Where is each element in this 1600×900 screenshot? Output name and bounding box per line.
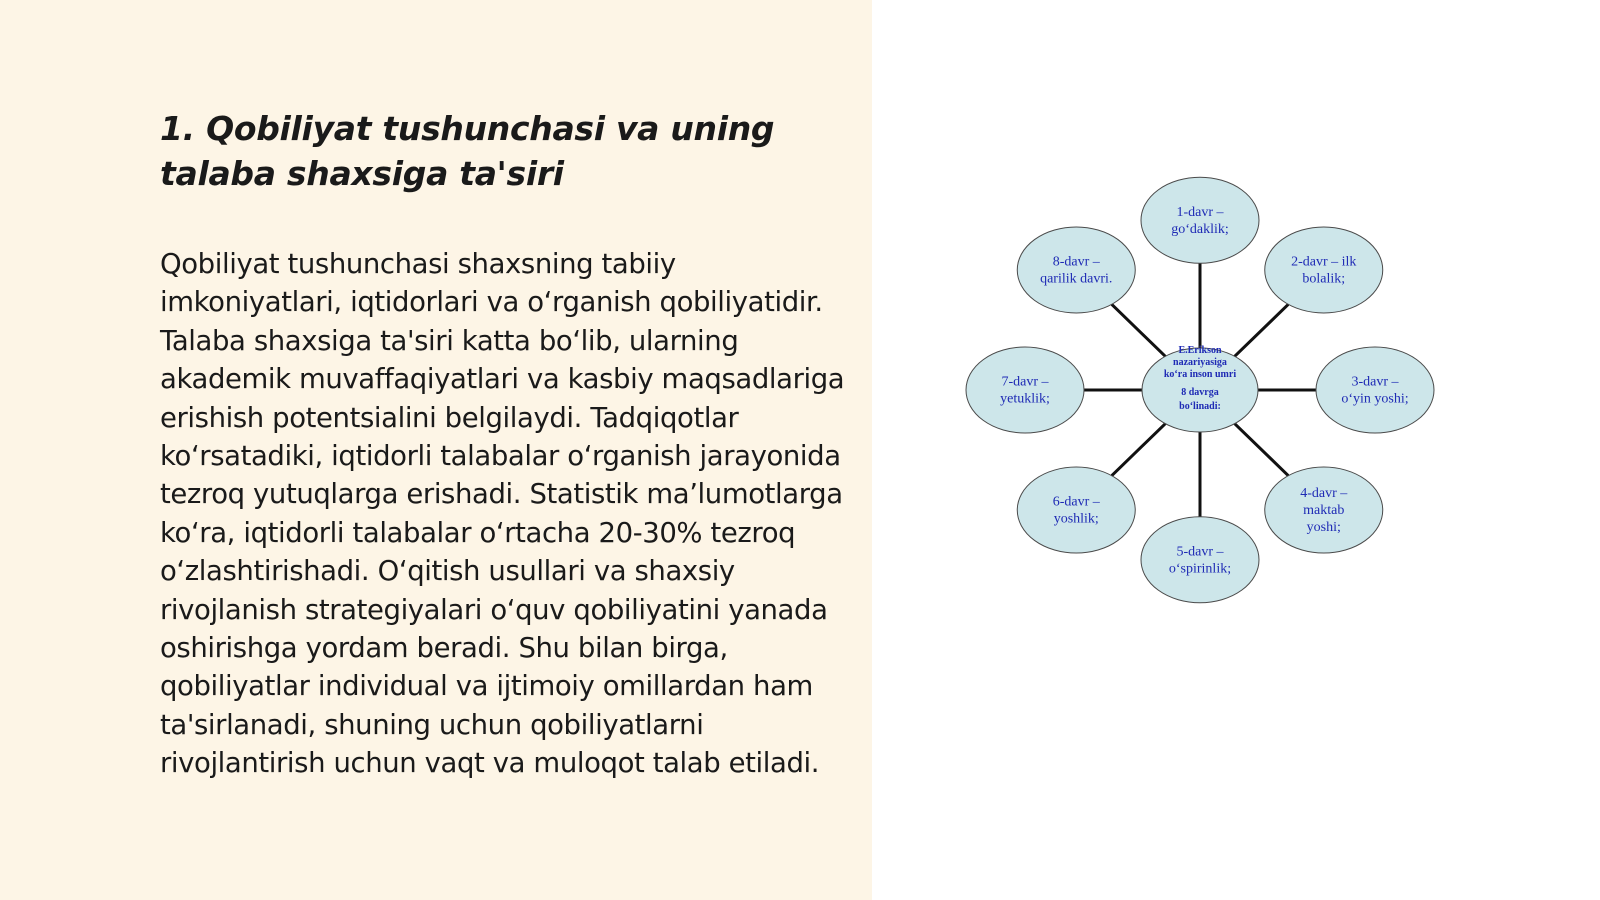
stage-ellipse-7 [966,347,1084,433]
stage-ellipse-6 [1017,467,1135,553]
stage-label-1-line-1: 1-davr – [1176,204,1224,220]
stage-node-4 [1265,467,1383,553]
stage-node-3 [1316,347,1434,433]
stage-label-7-line-1: 7-davr – [1001,374,1049,390]
stage-label-4-line-3: yoshi; [1306,520,1341,536]
center-label-line-1: E.Erikson [1178,345,1222,356]
stage-node-6 [1017,467,1135,553]
stage-label-1-line-2: go‘daklik; [1171,221,1229,237]
stage-label-5-line-2: o‘spirinlik; [1168,561,1232,577]
stage-node-8 [1017,227,1135,313]
center-label-line-2: nazariyasiga [1173,357,1227,368]
stage-label-4-line-1: 4-davr – [1300,486,1348,502]
connector-line-6 [1112,424,1166,476]
center-label-line-5: bo‘linadi: [1179,401,1221,412]
stage-ellipse-2 [1265,227,1383,313]
stage-label-3-line-2: o‘yin yoshi; [1341,391,1409,407]
connector-line-2 [1235,304,1289,356]
stage-label-8-line-2: qarilik davri. [1040,271,1113,287]
stage-label-2-line-2: bolalik; [1302,271,1346,287]
stage-ellipse-5 [1141,517,1259,603]
slide-body-text: Qobiliyat tushunchasi shaxsning tabiiy imkoniyatlari, iqtidorlari va o‘rganish qobiliyatidir. Talaba shaxsiga ta'siri katta bo‘lib, ularning akademik muvaffaqiyatlari va kasbiy maqsadlariga erishish potentsialini belgilaydi. Tadqiqotlar ko‘rsatadiki, iqtidorli talabalar o‘rganish jarayonida tezroq yutuqlarga erishadi. Statistik ma’lumotlarga ko‘ra, iqtidorli talabalar o‘rtacha 20-30% tezroq o‘zlashtirishadi. O‘qitish usullari va shaxsiy rivojlanish strategiyalari o‘quv qobiliyatini yanada oshirishga yordam beradi. Shu bilan birga, qobiliyatlar individual va ijtimoiy omillardan ham ta'sirlanadi, shuning uchun qobiliyatlarni rivojlantirish uchun vaqt va muloqot talab etiladi. [160,248,845,780]
center-label-line-4: 8 davrga [1181,387,1219,398]
stage-label-3-line-1: 3-davr – [1351,374,1399,390]
center-node [1142,345,1258,432]
stage-ellipse-1 [1141,177,1259,263]
stage-label-7-line-2: yetuklik; [1000,391,1050,407]
stage-label-8-line-1: 8-davr – [1052,254,1100,270]
stage-label-2-line-1: 2-davr – ilk [1291,254,1357,270]
stage-label-6-line-1: 6-davr – [1052,494,1100,510]
slide-title: 1. Qobiliyat tushunchasi va uning talaba shaxsiga ta'siri [160,109,775,193]
stage-ellipse-8 [1017,227,1135,313]
erikson-stages-diagram [955,204,1445,577]
stage-label-5-line-1: 5-davr – [1176,544,1224,560]
stage-ellipse-3 [1316,347,1434,433]
stage-label-6-line-2: yoshlik; [1053,511,1099,527]
stage-node-7 [966,347,1084,433]
connector-line-8 [1112,304,1166,356]
connector-line-4 [1235,424,1289,476]
stage-node-5 [1141,517,1259,603]
center-label-line-3: ko‘ra inson umri [1163,369,1237,380]
stage-node-2 [1265,227,1383,313]
stage-node-1 [1141,177,1259,263]
stage-label-4-line-2: maktab [1303,503,1345,519]
